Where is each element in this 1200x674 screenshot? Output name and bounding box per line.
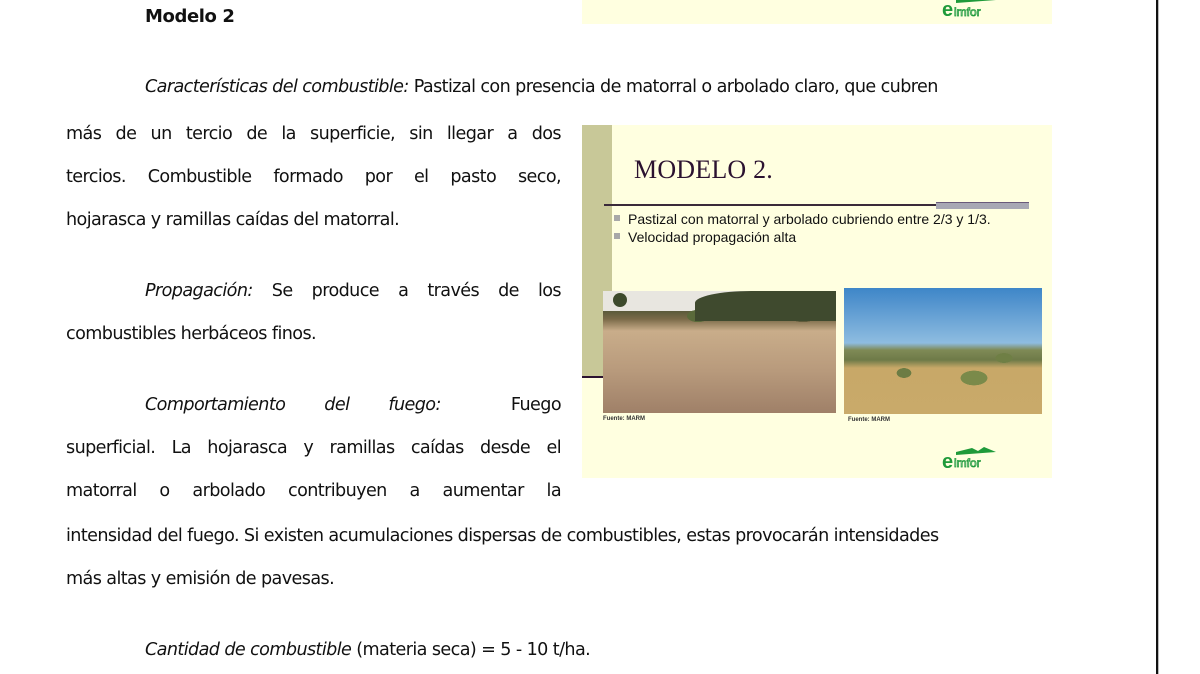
photo-caption: Fuente: MARM bbox=[848, 417, 890, 423]
paragraph-cantidad: Cantidad de combustible (materia seca) = 5 - 10 t/ha. bbox=[145, 640, 591, 660]
slide-bullet: Pastizal con matorral y arbolado cubriendo entre 2/3 y 1/3. bbox=[614, 211, 1034, 227]
comportamiento-label: Comportamiento del fuego: bbox=[145, 395, 441, 415]
slide-title-rule-accent bbox=[936, 202, 1029, 209]
bullet-square-icon bbox=[614, 215, 620, 221]
imfor-logo-icon bbox=[942, 0, 998, 18]
svg-text:imfor: imfor bbox=[954, 456, 981, 470]
paragraph-comportamiento-line1: Comportamiento del fuego: Fuego bbox=[145, 395, 561, 415]
slide-modelo-2 bbox=[582, 125, 1052, 478]
photo-pastizal-matorral bbox=[603, 291, 836, 413]
paragraph-line: más altas y emisión de pavesas. bbox=[66, 569, 335, 589]
paragraph-line: matorral o arbolado contribuyen a aumentar la bbox=[66, 481, 561, 501]
paragraph-line: intensidad del fuego. Si existen acumulaciones dispersas de combustibles, estas provocarán intensidades bbox=[66, 526, 939, 546]
svg-text:e: e bbox=[942, 0, 954, 18]
imfor-logo-icon bbox=[942, 446, 998, 470]
propagacion-label: Propagación: bbox=[145, 281, 253, 301]
page-right-border bbox=[1156, 0, 1158, 674]
photo-pastizal-cielo bbox=[844, 288, 1042, 414]
previous-slide-fragment bbox=[582, 0, 1052, 24]
paragraph-caracteristicas-line1: Características del combustible: Pastizal con presencia de matorral o arbolado claro, que cubren bbox=[145, 77, 938, 97]
caracteristicas-label: Características del combustible: bbox=[145, 77, 409, 97]
tree-shape bbox=[613, 293, 627, 307]
paragraph-line: tercios. Combustible formado por el pasto seco, bbox=[66, 167, 561, 187]
photo-caption: Fuente: MARM bbox=[603, 416, 645, 422]
section-heading: Modelo 2 bbox=[145, 6, 235, 27]
paragraph-line: hojarasca y ramillas caídas del matorral. bbox=[66, 210, 400, 230]
svg-text:e: e bbox=[942, 451, 954, 470]
paragraph-line: combustibles herbáceos finos. bbox=[66, 324, 317, 344]
slide-bullet: Velocidad propagación alta bbox=[614, 229, 1034, 245]
svg-text:imfor: imfor bbox=[954, 5, 981, 18]
paragraph-line: más de un tercio de la superficie, sin llegar a dos bbox=[66, 124, 561, 144]
slide-bullet-list bbox=[614, 211, 1034, 247]
cantidad-label: Cantidad de combustible bbox=[145, 640, 352, 660]
paragraph-line: superficial. La hojarasca y ramillas caídas desde el bbox=[66, 438, 561, 458]
bullet-square-icon bbox=[614, 233, 620, 239]
slide-title: MODELO 2. bbox=[634, 155, 774, 184]
slide-bar-divider bbox=[582, 376, 603, 378]
paragraph-propagacion-line1: Propagación: Se produce a través de los bbox=[145, 281, 561, 301]
